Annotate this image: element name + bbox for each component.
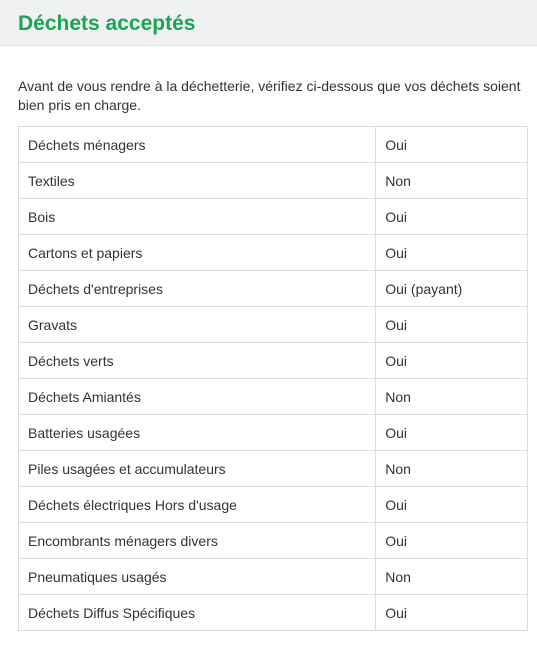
waste-type-cell: Textiles — [19, 163, 376, 199]
acceptance-status-cell: Oui — [376, 199, 528, 235]
waste-type-cell: Batteries usagées — [19, 415, 376, 451]
table-row — [19, 487, 528, 523]
table-row — [19, 415, 528, 451]
waste-type-cell: Cartons et papiers — [19, 235, 376, 271]
acceptance-status-cell: Non — [376, 379, 528, 415]
waste-type-cell: Pneumatiques usagés — [19, 559, 376, 595]
table-row — [19, 271, 528, 307]
acceptance-status-cell: Oui — [376, 307, 528, 343]
section-title: Déchets acceptés — [18, 12, 196, 35]
table-row — [19, 307, 528, 343]
table-row — [19, 127, 528, 163]
waste-type-cell: Déchets Amiantés — [19, 379, 376, 415]
table-row — [19, 379, 528, 415]
accepted-waste-table — [18, 126, 528, 631]
waste-type-cell: Déchets verts — [19, 343, 376, 379]
waste-type-cell: Déchets ménagers — [19, 127, 376, 163]
acceptance-status-cell: Non — [376, 451, 528, 487]
waste-type-cell: Bois — [19, 199, 376, 235]
table-row — [19, 559, 528, 595]
table-row — [19, 163, 528, 199]
acceptance-status-cell: Oui (payant) — [376, 271, 528, 307]
waste-type-cell: Encombrants ménagers divers — [19, 523, 376, 559]
waste-type-cell: Déchets d'entreprises — [19, 271, 376, 307]
table-row — [19, 523, 528, 559]
waste-type-cell: Gravats — [19, 307, 376, 343]
acceptance-status-cell: Non — [376, 163, 528, 199]
table-row — [19, 451, 528, 487]
acceptance-status-cell: Oui — [376, 235, 528, 271]
waste-type-cell: Déchets Diffus Spécifiques — [19, 595, 376, 631]
acceptance-status-cell: Oui — [376, 343, 528, 379]
acceptance-status-cell: Oui — [376, 595, 528, 631]
acceptance-status-cell: Oui — [376, 523, 528, 559]
intro-text: Avant de vous rendre à la déchetterie, vérifiez ci-dessous que vos déchets soient bien pris en charge. — [18, 78, 521, 113]
table-row — [19, 343, 528, 379]
table-row — [19, 595, 528, 631]
waste-type-cell: Piles usagées et accumulateurs — [19, 451, 376, 487]
table-row — [19, 199, 528, 235]
acceptance-status-cell: Oui — [376, 415, 528, 451]
acceptance-status-cell: Oui — [376, 127, 528, 163]
waste-type-cell: Déchets électriques Hors d'usage — [19, 487, 376, 523]
table-row — [19, 235, 528, 271]
acceptance-status-cell: Non — [376, 559, 528, 595]
acceptance-status-cell: Oui — [376, 487, 528, 523]
section-header — [0, 0, 537, 46]
